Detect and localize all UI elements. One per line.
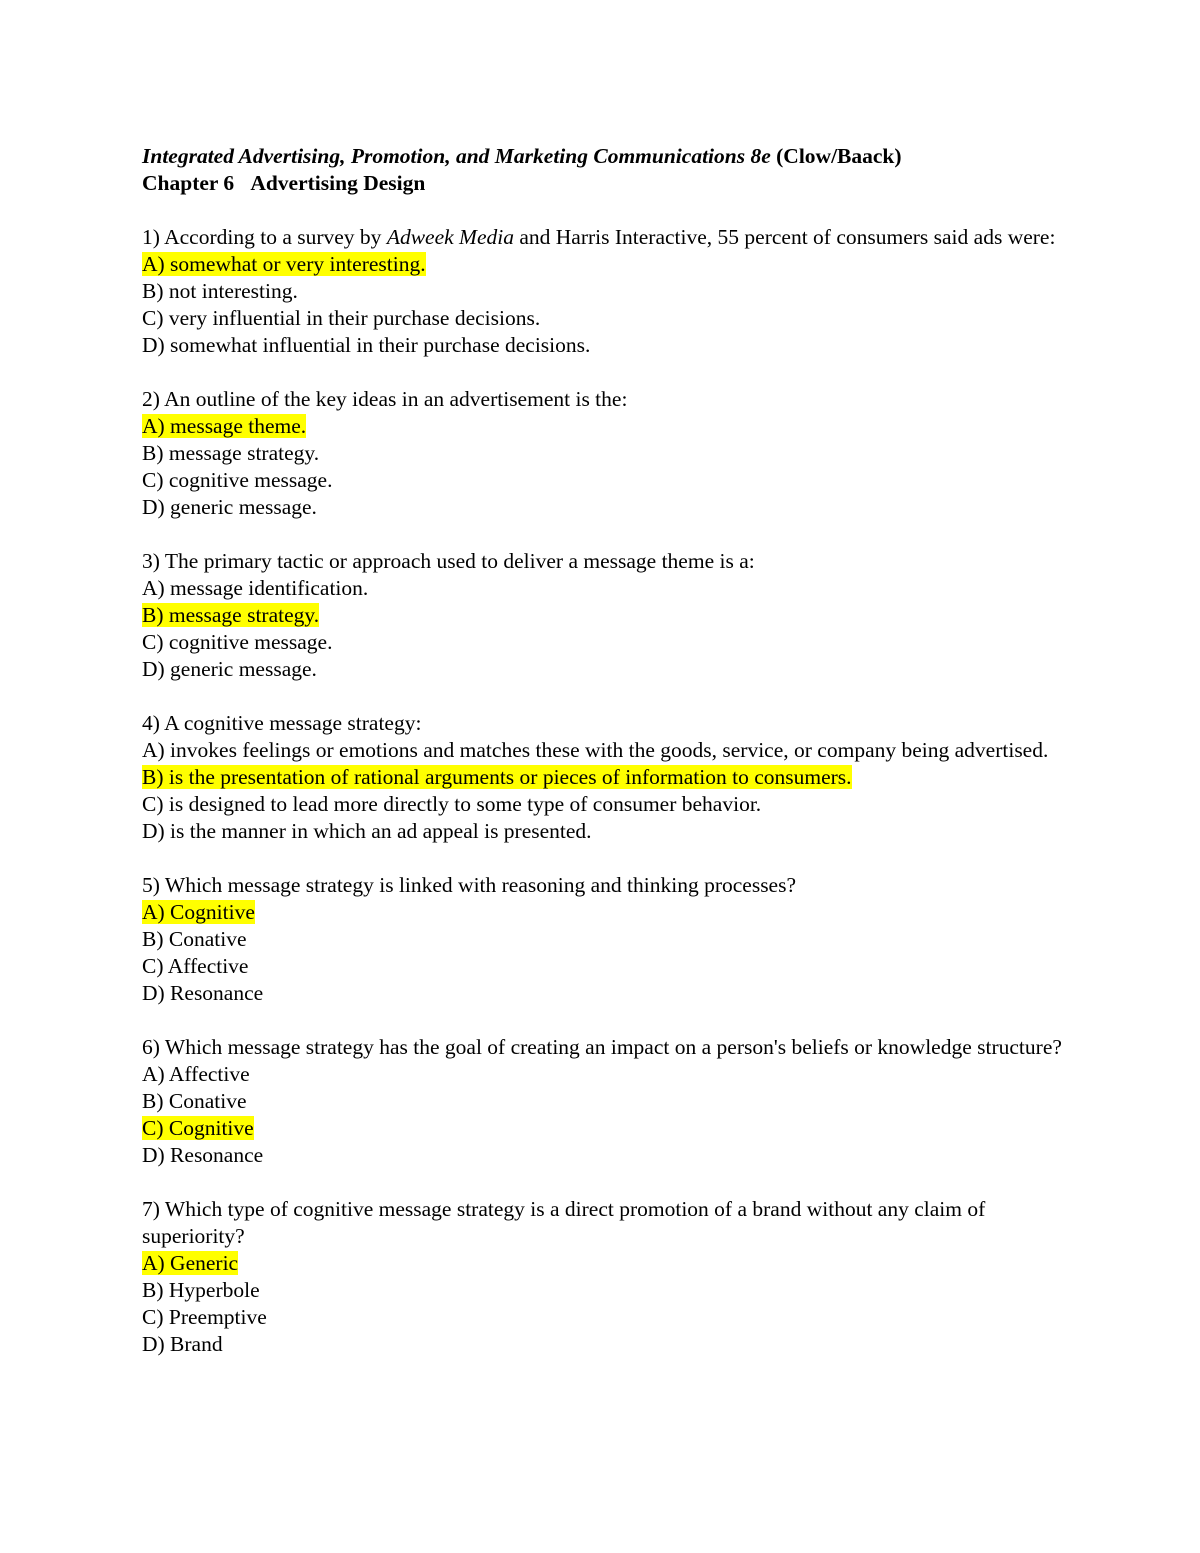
- answer-option: [142, 926, 1072, 953]
- answer-option: [142, 467, 1072, 494]
- option-text: A) message identification.: [142, 576, 369, 600]
- question-2: [142, 386, 1072, 521]
- option-text: B) is the presentation of rational arguments or pieces of information to consumers.: [142, 765, 852, 789]
- authors: (Clow/Baack): [776, 144, 902, 168]
- answer-option: [142, 1115, 1072, 1142]
- option-text: C) cognitive message.: [142, 468, 333, 492]
- question-stem: 4) A cognitive message strategy:: [142, 711, 422, 735]
- document-page: [142, 143, 1072, 1385]
- question-stem: 3) The primary tactic or approach used to deliver a message theme is a:: [142, 549, 755, 573]
- option-text: D) generic message.: [142, 495, 317, 519]
- option-text: A) Generic: [142, 1251, 239, 1275]
- answer-option: [142, 251, 1072, 278]
- answer-option: [142, 1142, 1072, 1169]
- chapter-label: Chapter 6: [142, 171, 235, 195]
- answer-option: [142, 494, 1072, 521]
- answer-option: [142, 764, 1072, 791]
- document-title: [142, 143, 1072, 170]
- option-text: B) Conative: [142, 1089, 247, 1113]
- option-text: B) Conative: [142, 927, 247, 951]
- option-text: A) message theme.: [142, 414, 307, 438]
- answer-option: [142, 656, 1072, 683]
- question-stem: 2) An outline of the key ideas in an advertisement is the:: [142, 387, 628, 411]
- book-title: Integrated Advertising, Promotion, and Marketing Communications 8e: [142, 144, 771, 168]
- chapter-title: Advertising Design: [250, 171, 426, 195]
- stem-emphasis: Adweek Media: [386, 225, 514, 249]
- option-text: C) Preemptive: [142, 1305, 267, 1329]
- option-text: B) Hyperbole: [142, 1278, 260, 1302]
- question-4: [142, 710, 1072, 845]
- option-text: D) Resonance: [142, 1143, 264, 1167]
- answer-option: [142, 332, 1072, 359]
- question-1: [142, 224, 1072, 359]
- option-text: D) Resonance: [142, 981, 264, 1005]
- question-5: [142, 872, 1072, 1007]
- answer-option: [142, 440, 1072, 467]
- option-text: C) Affective: [142, 954, 249, 978]
- answer-option: [142, 278, 1072, 305]
- question-stem: 6) Which message strategy has the goal of creating an impact on a person's beliefs or knowledge structure?: [142, 1035, 1062, 1059]
- answer-option: [142, 1277, 1072, 1304]
- answer-option: [142, 1304, 1072, 1331]
- answer-option: [142, 629, 1072, 656]
- option-text: D) generic message.: [142, 657, 317, 681]
- option-text: C) cognitive message.: [142, 630, 333, 654]
- option-text: C) Cognitive: [142, 1116, 254, 1140]
- stem-part: 1) According to a survey by: [142, 225, 387, 249]
- option-text: D) Brand: [142, 1332, 223, 1356]
- answer-option: [142, 980, 1072, 1007]
- question-stem: 5) Which message strategy is linked with reasoning and thinking processes?: [142, 873, 797, 897]
- option-text: B) not interesting.: [142, 279, 298, 303]
- option-text: B) message strategy.: [142, 441, 320, 465]
- answer-option: [142, 1088, 1072, 1115]
- option-text: B) message strategy.: [142, 603, 320, 627]
- option-text: A) Affective: [142, 1062, 250, 1086]
- answer-option: [142, 899, 1072, 926]
- question-stem: [142, 224, 1072, 251]
- answer-option: [142, 602, 1072, 629]
- answer-option: [142, 1250, 1072, 1277]
- question-6: [142, 1034, 1072, 1169]
- answer-option: [142, 737, 1072, 764]
- stem-part: and Harris Interactive, 55 percent of consumers said ads were:: [513, 225, 1056, 249]
- answer-option: [142, 305, 1072, 332]
- answer-option: [142, 791, 1072, 818]
- chapter-heading: [142, 170, 1072, 197]
- option-text: C) very influential in their purchase decisions.: [142, 306, 541, 330]
- answer-option: [142, 818, 1072, 845]
- answer-option: [142, 1061, 1072, 1088]
- question-stem: 7) Which type of cognitive message strategy is a direct promotion of a brand without any claim of superiority?: [142, 1197, 986, 1248]
- option-text: D) is the manner in which an ad appeal is presented.: [142, 819, 592, 843]
- option-text: A) invokes feelings or emotions and matches these with the goods, service, or company being advertised.: [142, 738, 1049, 762]
- option-text: D) somewhat influential in their purchase decisions.: [142, 333, 591, 357]
- option-text: A) somewhat or very interesting.: [142, 252, 426, 276]
- option-text: A) Cognitive: [142, 900, 255, 924]
- question-7: [142, 1196, 1072, 1358]
- answer-option: [142, 575, 1072, 602]
- answer-option: [142, 413, 1072, 440]
- answer-option: [142, 1331, 1072, 1358]
- option-text: C) is designed to lead more directly to some type of consumer behavior.: [142, 792, 762, 816]
- answer-option: [142, 953, 1072, 980]
- question-3: [142, 548, 1072, 683]
